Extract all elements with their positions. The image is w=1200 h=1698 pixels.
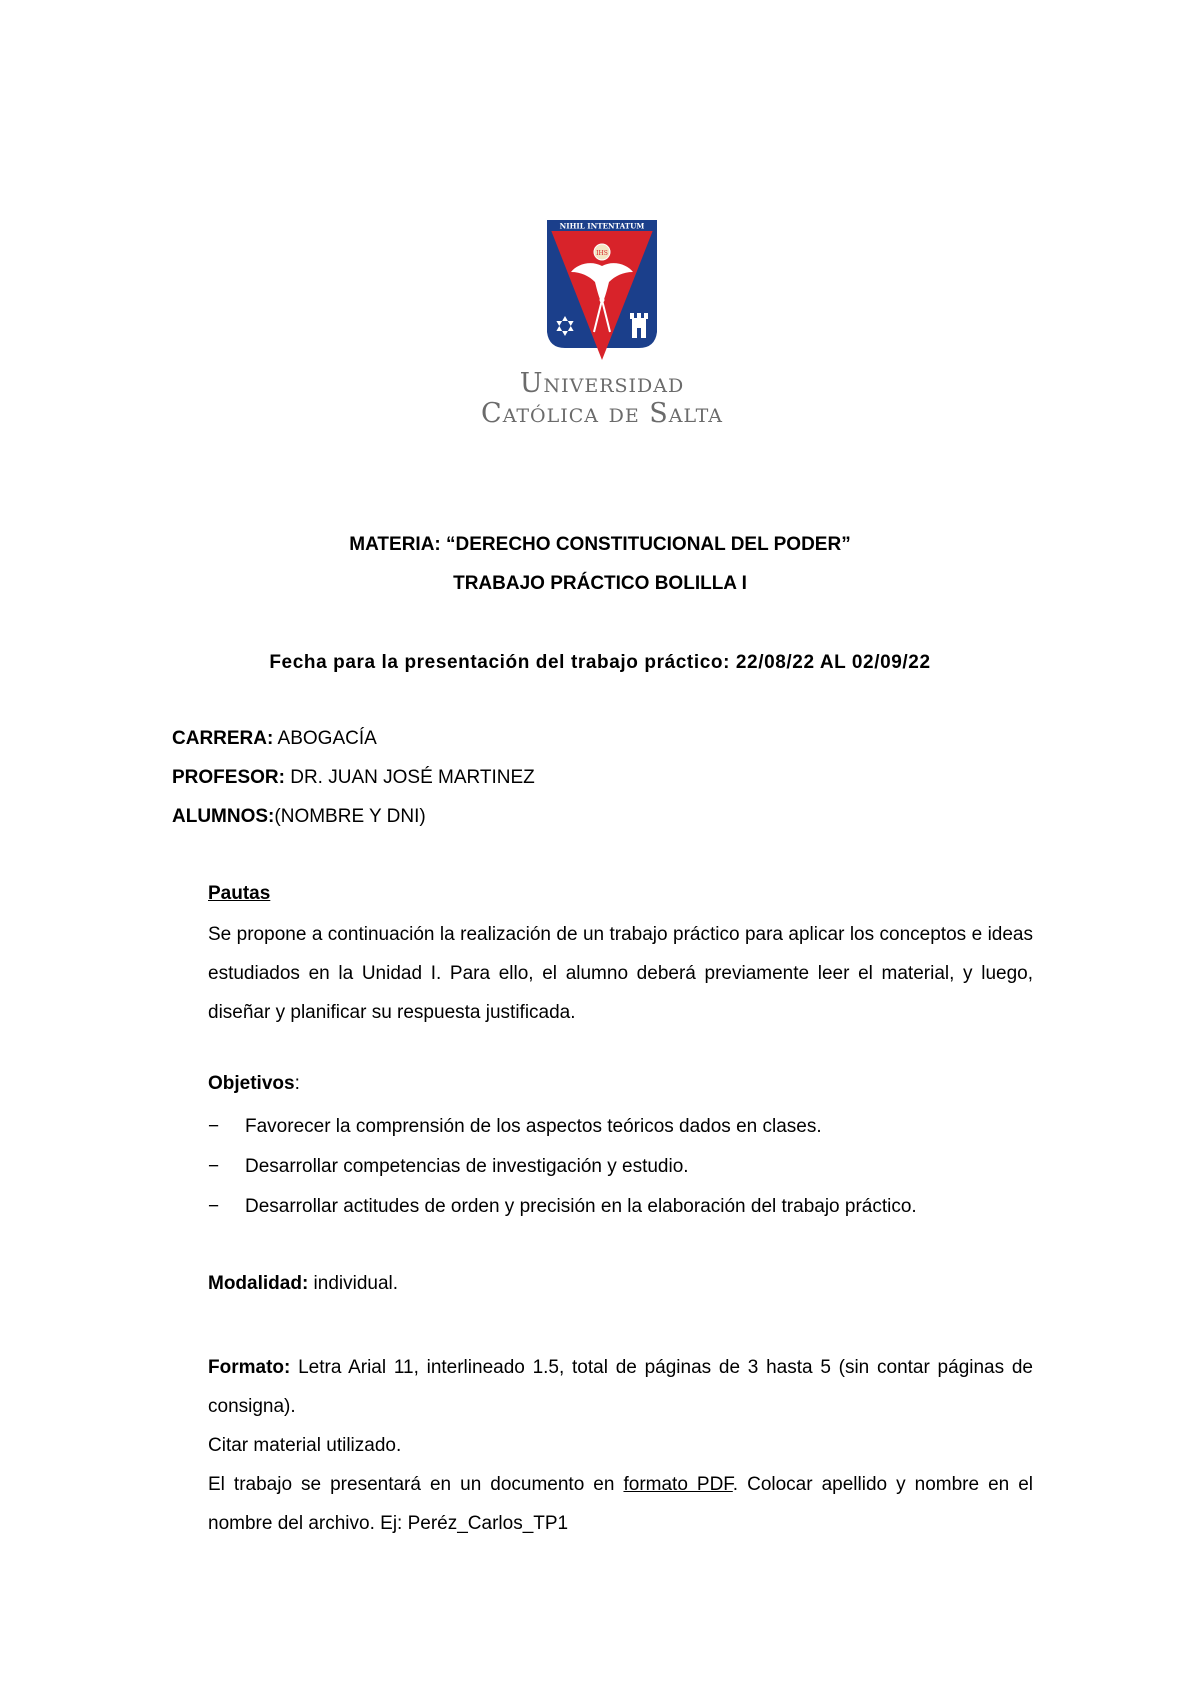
university-name-line1: Universidad xyxy=(519,368,685,399)
formato-label: Formato: xyxy=(208,1357,291,1378)
pdf-instructions xyxy=(208,1465,1033,1543)
carrera-label: CARRERA: xyxy=(172,728,274,749)
presentation-date: Fecha para la presentación del trabajo práctico: 22/08/22 AL 02/09/22 xyxy=(269,652,931,673)
university-crest-logo xyxy=(547,220,657,360)
carrera-value: ABOGACÍA xyxy=(273,728,377,749)
formato-line xyxy=(208,1348,1033,1426)
profesor-value: DR. JUAN JOSÉ MARTINEZ xyxy=(284,767,535,788)
objetivo-text: Desarrollar competencias de investigación y estudio. xyxy=(245,1156,689,1177)
citar-line: Citar material utilizado. xyxy=(208,1435,402,1456)
objetivos-list xyxy=(208,1107,1033,1227)
formato-section xyxy=(208,1348,1033,1543)
modalidad-line xyxy=(208,1272,1033,1296)
pautas-heading: Pautas xyxy=(208,883,271,904)
alumnos-label: ALUMNOS: xyxy=(172,806,275,827)
materia-title: MATERIA: “DERECHO CONSTITUCIONAL DEL PODER” xyxy=(349,534,851,555)
objetivo-text: Desarrollar actitudes de orden y precisión en la elaboración del trabajo práctico. xyxy=(245,1196,917,1217)
crest-emblem-text: IHS xyxy=(596,250,608,257)
list-item xyxy=(208,1187,1033,1227)
modalidad-value: individual. xyxy=(308,1273,399,1294)
list-item xyxy=(208,1147,1033,1187)
trabajo-title: TRABAJO PRÁCTICO BOLILLA I xyxy=(453,573,747,594)
objetivo-text: Favorecer la comprensión de los aspectos teóricos dados en clases. xyxy=(245,1116,822,1137)
list-item xyxy=(208,1107,1033,1147)
alumnos-line xyxy=(172,805,426,829)
objetivos-heading xyxy=(208,1072,1033,1096)
dash-bullet: − xyxy=(208,1196,220,1217)
carrera-line xyxy=(172,727,377,751)
formato-value: Letra Arial 11, interlineado 1.5, total de páginas de 3 hasta 5 (sin contar páginas de consigna). xyxy=(208,1357,1033,1417)
pautas-text: Se propone a continuación la realización de un trabajo práctico para aplicar los conceptos e ideas estudiados en la Unidad I. Para ello, el alumno deberá previamente leer el material, y luego, diseñar y planificar su respuesta justificada. xyxy=(208,924,1033,1023)
objetivos-label: Objetivos xyxy=(208,1073,295,1094)
pdf-before: El trabajo se presentará en un documento en xyxy=(208,1474,624,1495)
pdf-format-link[interactable]: formato PDF xyxy=(623,1474,733,1495)
profesor-label: PROFESOR: xyxy=(172,767,285,788)
modalidad-label: Modalidad: xyxy=(208,1273,309,1294)
dash-bullet: − xyxy=(208,1156,220,1177)
university-name-line2: Católica de Salta xyxy=(481,398,723,429)
crest-motto: NIHIL INTENTATUM xyxy=(559,221,645,231)
alumnos-value: (NOMBRE Y DNI) xyxy=(274,806,426,827)
pdf-after: . Colocar apellido y nombre en el nombre del archivo. Ej: Peréz_Carlos_TP1 xyxy=(208,1474,1034,1534)
dash-bullet: − xyxy=(208,1116,220,1137)
tower-icon xyxy=(630,313,648,338)
profesor-line xyxy=(172,766,535,790)
objetivos-colon: : xyxy=(294,1073,300,1094)
